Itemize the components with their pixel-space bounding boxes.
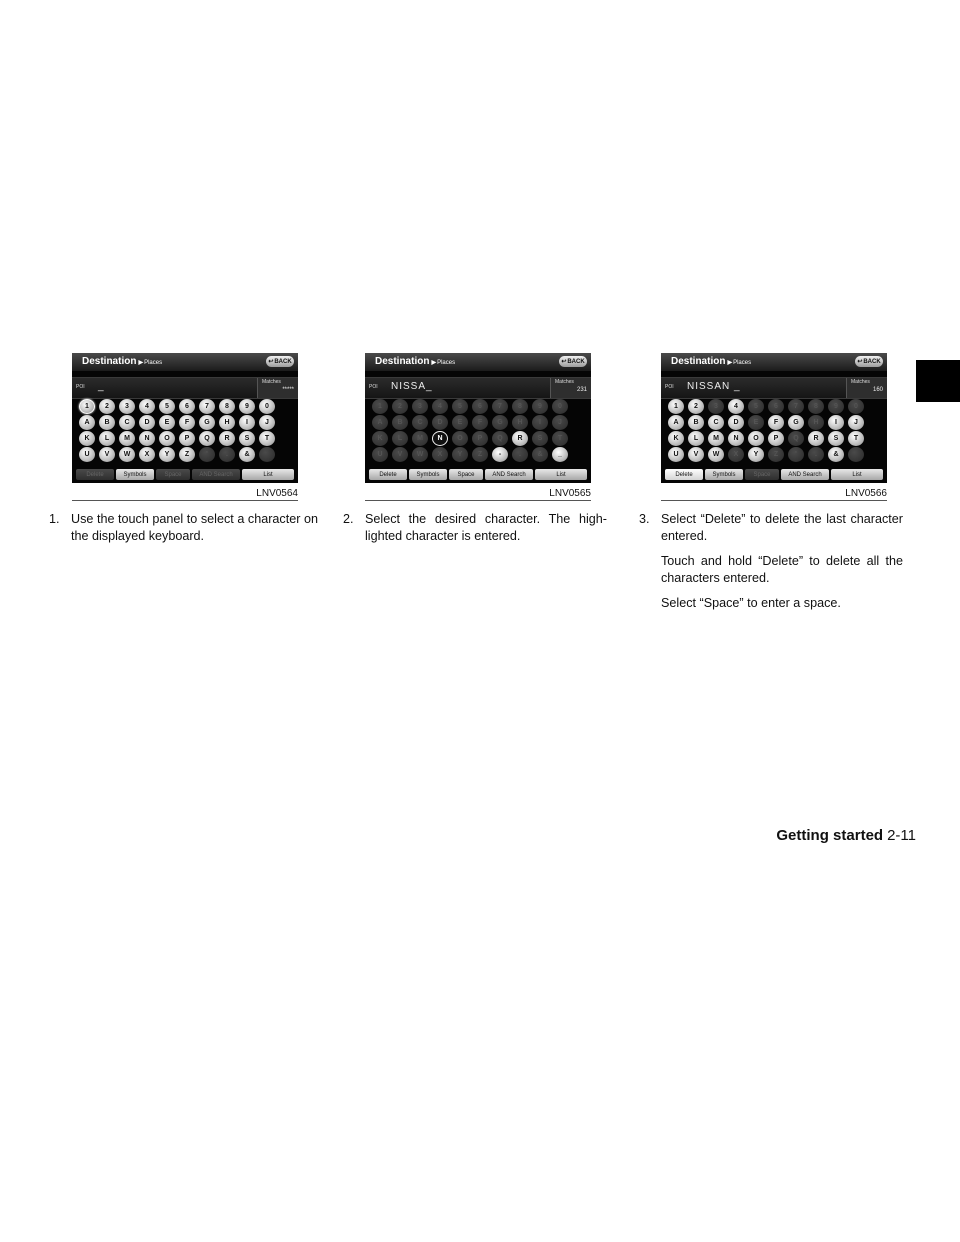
key: A — [668, 415, 684, 430]
title-bar — [365, 353, 591, 371]
matches-value: 231 — [576, 387, 587, 393]
space-button: Space — [449, 469, 483, 480]
key: B — [99, 415, 115, 430]
symbols-button: Symbols — [705, 469, 743, 480]
key: J — [848, 415, 864, 430]
button-row — [76, 469, 294, 480]
key: P — [179, 431, 195, 446]
page-footer — [776, 827, 916, 844]
key: 5 — [748, 399, 764, 414]
back-arrow-icon: ↩ — [857, 359, 863, 365]
key: 6 — [472, 399, 488, 414]
space-button: Space — [745, 469, 779, 480]
key: ' — [199, 447, 215, 462]
key: B — [392, 415, 408, 430]
key: Z — [179, 447, 195, 462]
back-label: BACK — [863, 358, 881, 365]
button-row — [369, 469, 587, 480]
page-number: 2-11 — [887, 827, 916, 844]
key: Q — [492, 431, 508, 446]
figure-code: LNV0565 — [549, 488, 591, 499]
key: M — [412, 431, 428, 446]
key: & — [532, 447, 548, 462]
key: 9 — [828, 399, 844, 414]
key: F — [768, 415, 784, 430]
key: U — [668, 447, 684, 462]
key: T — [848, 431, 864, 446]
step-1 — [49, 511, 318, 544]
key: 1 — [79, 399, 95, 414]
screen-title: Destination — [375, 356, 430, 367]
key: L — [392, 431, 408, 446]
matches-box — [550, 378, 591, 398]
section-tab-marker — [916, 360, 960, 402]
back-button — [266, 356, 294, 367]
key: U — [79, 447, 95, 462]
footer-section: Getting started — [776, 827, 884, 844]
key: X — [728, 447, 744, 462]
key-highlighted: N — [432, 431, 448, 446]
key: O — [452, 431, 468, 446]
key: P — [472, 431, 488, 446]
key: G — [788, 415, 804, 430]
key: B — [688, 415, 704, 430]
key: O — [159, 431, 175, 446]
key: 9 — [239, 399, 255, 414]
key: . — [808, 447, 824, 462]
key: 7 — [199, 399, 215, 414]
key — [848, 447, 864, 462]
key: T — [259, 431, 275, 446]
key: 8 — [808, 399, 824, 414]
key: Y — [452, 447, 468, 462]
key: 2 — [392, 399, 408, 414]
key: & — [239, 447, 255, 462]
key: A — [372, 415, 388, 430]
key: X — [432, 447, 448, 462]
matches-box — [846, 378, 887, 398]
key: 5 — [452, 399, 468, 414]
back-arrow-icon: ↩ — [268, 359, 274, 365]
title-bar — [72, 353, 298, 371]
key: J — [552, 415, 568, 430]
key: M — [708, 431, 724, 446]
key: K — [372, 431, 388, 446]
key: E — [452, 415, 468, 430]
and-search-button: AND Search — [192, 469, 240, 480]
key: S — [239, 431, 255, 446]
symbols-button: Symbols — [409, 469, 447, 480]
delete-button: Delete — [665, 469, 703, 480]
key: I — [239, 415, 255, 430]
key: . — [512, 447, 528, 462]
key: 2 — [99, 399, 115, 414]
key: ' — [788, 447, 804, 462]
key: G — [199, 415, 215, 430]
back-label: BACK — [274, 358, 292, 365]
figure-rule — [365, 500, 591, 501]
field-label: POI — [76, 384, 85, 390]
title-bar — [661, 353, 887, 371]
key: O — [748, 431, 764, 446]
input-row — [661, 377, 887, 399]
key: N — [139, 431, 155, 446]
step-text: Select “Space” to enter a space. — [661, 596, 841, 610]
key: 4 — [432, 399, 448, 414]
figure-keyboard-3 — [661, 353, 887, 483]
key: H — [808, 415, 824, 430]
key: I — [532, 415, 548, 430]
back-label: BACK — [567, 358, 585, 365]
key: 3 — [708, 399, 724, 414]
key: F — [179, 415, 195, 430]
key: D — [728, 415, 744, 430]
matches-label: Matches — [851, 379, 870, 385]
key: C — [708, 415, 724, 430]
list-button: List — [242, 469, 294, 480]
key: S — [532, 431, 548, 446]
key: 7 — [788, 399, 804, 414]
keyboard — [372, 399, 588, 463]
key: J — [259, 415, 275, 430]
figure-keyboard-2 — [365, 353, 591, 483]
list-button: List — [535, 469, 587, 480]
screen-subtitle: Places — [733, 360, 752, 366]
key: Q — [199, 431, 215, 446]
symbols-button: Symbols — [116, 469, 154, 480]
key: A — [79, 415, 95, 430]
step-number: 1. — [49, 512, 60, 526]
key: W — [412, 447, 428, 462]
key: R — [808, 431, 824, 446]
breadcrumb-arrow-icon: ▶ — [727, 360, 733, 366]
key: 9 — [532, 399, 548, 414]
key: 0 — [259, 399, 275, 414]
key: 6 — [768, 399, 784, 414]
figure-rule — [661, 500, 887, 501]
key: 0 — [552, 399, 568, 414]
field-label: POI — [369, 384, 378, 390]
field-label: POI — [665, 384, 674, 390]
back-button — [559, 356, 587, 367]
back-button — [855, 356, 883, 367]
key: W — [708, 447, 724, 462]
figure-code: LNV0566 — [845, 488, 887, 499]
key: D — [432, 415, 448, 430]
figure-code: LNV0564 — [256, 488, 298, 499]
key: 1 — [372, 399, 388, 414]
step-text: Select the desired character. The high- lighted character is entered. — [365, 512, 607, 543]
step-number: 3. — [639, 512, 650, 526]
key: F — [472, 415, 488, 430]
screen-title: Destination — [82, 356, 137, 367]
key: 3 — [119, 399, 135, 414]
breadcrumb-arrow-icon: ▶ — [138, 360, 144, 366]
input-text: _ — [98, 381, 105, 392]
input-text: NISSA_ — [391, 381, 433, 392]
matches-box — [257, 378, 298, 398]
key: U — [372, 447, 388, 462]
screen-subtitle: Places — [437, 360, 456, 366]
key: T — [552, 431, 568, 446]
and-search-button: AND Search — [781, 469, 829, 480]
key: V — [688, 447, 704, 462]
key: _ — [552, 447, 568, 462]
key: K — [668, 431, 684, 446]
key: 7 — [492, 399, 508, 414]
key: Q — [788, 431, 804, 446]
key: E — [748, 415, 764, 430]
matches-label: Matches — [555, 379, 574, 385]
screen-subtitle: Places — [144, 360, 163, 366]
input-row — [72, 377, 298, 399]
key: 4 — [728, 399, 744, 414]
step-2 — [343, 511, 607, 544]
step-text: Touch and hold “Delete” to delete all the characters entered. — [661, 554, 903, 585]
key: L — [688, 431, 704, 446]
key: G — [492, 415, 508, 430]
step-number: 2. — [343, 512, 354, 526]
key: R — [512, 431, 528, 446]
key: & — [828, 447, 844, 462]
key: 0 — [848, 399, 864, 414]
key: C — [412, 415, 428, 430]
key: 2 — [688, 399, 704, 414]
key: Y — [159, 447, 175, 462]
space-button: Space — [156, 469, 190, 480]
key: D — [139, 415, 155, 430]
key: V — [99, 447, 115, 462]
matches-value: ***** — [282, 387, 294, 393]
step-text: Select “Delete” to delete the last character entered. — [661, 512, 903, 543]
key: 3 — [412, 399, 428, 414]
and-search-button: AND Search — [485, 469, 533, 480]
matches-value: 160 — [872, 387, 883, 393]
delete-button: Delete — [369, 469, 407, 480]
figure-rule — [72, 500, 298, 501]
key: 4 — [139, 399, 155, 414]
back-arrow-icon: ↩ — [561, 359, 567, 365]
delete-button: Delete — [76, 469, 114, 480]
key: Y — [748, 447, 764, 462]
key: Z — [768, 447, 784, 462]
key: 8 — [512, 399, 528, 414]
keyboard — [668, 399, 884, 463]
screen-title: Destination — [671, 356, 726, 367]
key: 6 — [179, 399, 195, 414]
key: Z — [472, 447, 488, 462]
key: M — [119, 431, 135, 446]
key: X — [139, 447, 155, 462]
key: 1 — [668, 399, 684, 414]
key: W — [119, 447, 135, 462]
key: K — [79, 431, 95, 446]
step-3 — [639, 511, 903, 612]
key: I — [828, 415, 844, 430]
input-row — [365, 377, 591, 399]
key: . — [219, 447, 235, 462]
key: S — [828, 431, 844, 446]
key: E — [159, 415, 175, 430]
list-button: List — [831, 469, 883, 480]
key — [259, 447, 275, 462]
key: R — [219, 431, 235, 446]
breadcrumb-arrow-icon: ▶ — [431, 360, 437, 366]
key: N — [728, 431, 744, 446]
key: C — [119, 415, 135, 430]
key: V — [392, 447, 408, 462]
step-text: Use the touch panel to select a character on the displayed keyboard. — [71, 512, 318, 543]
matches-label: Matches — [262, 379, 281, 385]
key: 5 — [159, 399, 175, 414]
key: L — [99, 431, 115, 446]
key: 8 — [219, 399, 235, 414]
key: - — [492, 447, 508, 462]
input-text: NISSAN _ — [687, 381, 741, 392]
button-row — [665, 469, 883, 480]
key: H — [512, 415, 528, 430]
key: H — [219, 415, 235, 430]
figure-keyboard-1 — [72, 353, 298, 483]
keyboard — [79, 399, 295, 463]
key: P — [768, 431, 784, 446]
